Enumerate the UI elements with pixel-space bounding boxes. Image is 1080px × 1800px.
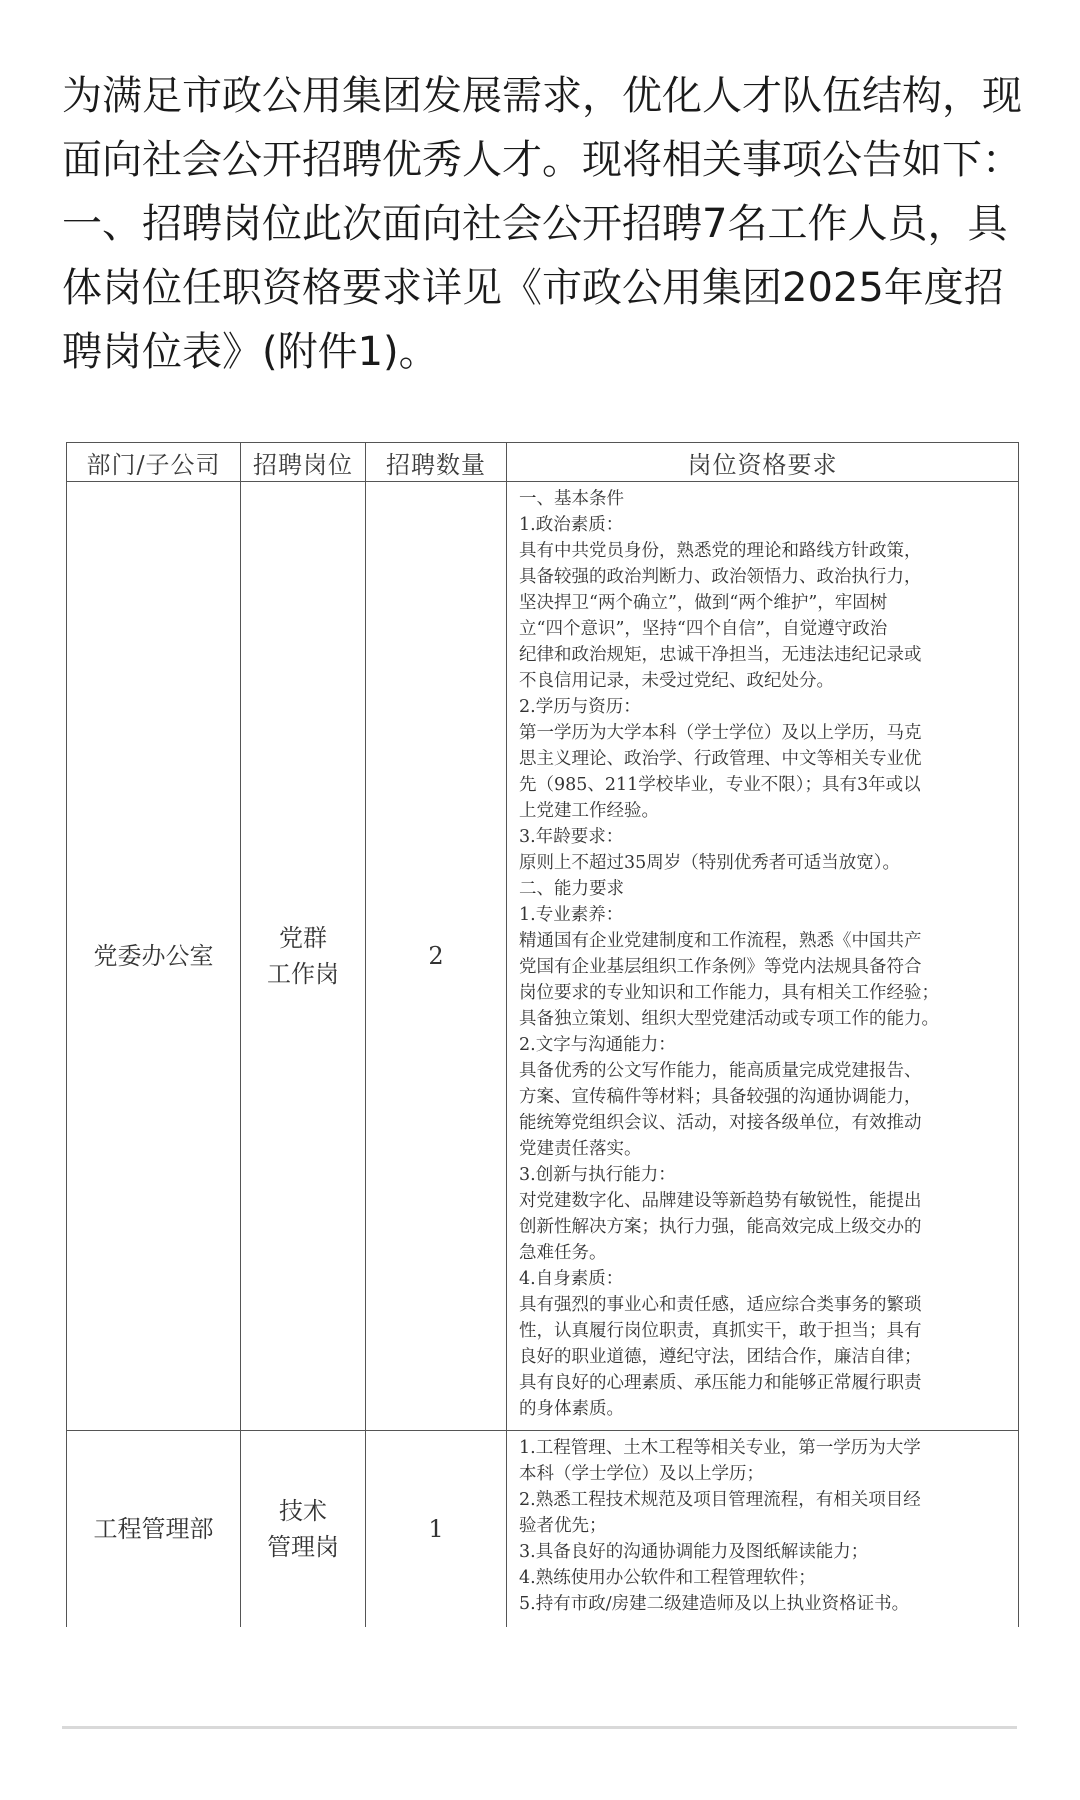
department-cell: 党委办公室 <box>67 482 241 1431</box>
position-cell <box>241 1431 366 1627</box>
requirement-line: 具备较强的政治判断力、政治领悟力、政治执行力， <box>519 567 922 587</box>
requirements-cell <box>507 482 1019 1431</box>
table-header-row <box>67 443 1019 482</box>
requirement-line: 创新性解决方案；执行力强，能高效完成上级交办的 <box>519 1217 922 1237</box>
requirement-line: 4.熟练使用办公软件和工程管理软件； <box>519 1568 816 1588</box>
requirement-line: 2.学历与资历： <box>519 697 641 717</box>
department-cell: 工程管理部 <box>67 1431 241 1627</box>
table-row <box>67 1431 1019 1627</box>
requirement-line: 急难任务。 <box>519 1243 607 1263</box>
requirement-line: 3.具备良好的沟通协调能力及图纸解读能力； <box>519 1542 869 1562</box>
header-department: 部门/子公司 <box>67 443 241 482</box>
requirement-line: 方案、宣传稿件等材料；具备较强的沟通协调能力， <box>519 1087 922 1107</box>
requirement-line: 一、基本条件 <box>519 489 624 509</box>
position-line: 工作岗 <box>267 960 339 988</box>
requirement-line: 2.文字与沟通能力： <box>519 1035 676 1055</box>
requirement-line: 能统筹党组织会议、活动，对接各级单位，有效推动 <box>519 1113 922 1133</box>
requirement-line: 二、能力要求 <box>519 879 624 899</box>
requirement-line: 第一学历为大学本科（学士学位）及以上学历，马克 <box>519 723 922 743</box>
requirement-line: 党建责任落实。 <box>519 1139 642 1159</box>
requirement-line: 思主义理论、政治学、行政管理、中文等相关专业优 <box>519 749 922 769</box>
requirement-line: 3.创新与执行能力： <box>519 1165 676 1185</box>
position-cell <box>241 482 366 1431</box>
requirement-line: 性，认真履行岗位职责，真抓实干，敢于担当；具有 <box>519 1321 922 1341</box>
requirement-line: 纪律和政治规矩，忠诚干净担当，无违法违纪记录或 <box>519 645 922 665</box>
requirement-line: 良好的职业道德，遵纪守法，团结合作，廉洁自律； <box>519 1347 922 1367</box>
requirement-line: 具有强烈的事业心和责任感，适应综合类事务的繁琐 <box>519 1295 922 1315</box>
requirement-line: 原则上不超过35周岁（特别优秀者可适当放宽）。 <box>519 853 901 873</box>
requirement-line: 不良信用记录，未受过党纪、政纪处分。 <box>519 671 834 691</box>
requirement-line: 精通国有企业党建制度和工作流程，熟悉《中国共产 <box>519 931 922 951</box>
requirement-line: 岗位要求的专业知识和工作能力，具有相关工作经验； <box>519 983 939 1003</box>
requirement-line: 3.年龄要求： <box>519 827 624 847</box>
requirement-line: 5.持有市政/房建二级建造师及以上执业资格证书。 <box>519 1594 910 1614</box>
requirement-line: 具有良好的心理素质、承压能力和能够正常履行职责 <box>519 1373 922 1393</box>
count-cell: 2 <box>366 482 507 1431</box>
requirement-line: 对党建数字化、品牌建设等新趋势有敏锐性，能提出 <box>519 1191 922 1211</box>
position-line: 管理岗 <box>267 1532 339 1561</box>
requirement-line: 具备优秀的公文写作能力，能高质量完成党建报告、 <box>519 1061 922 1081</box>
requirement-line: 的身体素质。 <box>519 1399 624 1419</box>
count-cell: 1 <box>366 1431 507 1627</box>
requirement-line: 2.熟悉工程技术规范及项目管理流程，有相关项目经 <box>519 1490 921 1510</box>
position-line: 技术 <box>279 1496 327 1525</box>
requirement-line: 4.自身素质： <box>519 1269 624 1289</box>
requirement-line: 具备独立策划、组织大型党建活动或专项工作的能力。 <box>519 1009 939 1029</box>
position-line: 党群 <box>279 924 327 952</box>
requirement-line: 验者优先； <box>519 1516 607 1536</box>
divider <box>62 1726 1017 1729</box>
requirement-line: 1.工程管理、土木工程等相关专业，第一学历为大学 <box>519 1438 921 1458</box>
header-count: 招聘数量 <box>366 443 507 482</box>
intro-text: 为满足市政公用集团发展需求，优化人才队伍结构，现面向社会公开招聘优秀人才。现将相关事项公告如下：一、招聘岗位此次面向社会公开招聘7名工作人员，具体岗位任职资格要求详见《市政公用集团2025年度招聘岗位表》(附件1)。 <box>62 73 1022 375</box>
header-requirements: 岗位资格要求 <box>507 443 1019 482</box>
requirements-cell <box>507 1431 1019 1627</box>
requirement-line: 立“四个意识”，坚持“四个自信”，自觉遵守政治 <box>519 619 888 639</box>
requirement-line: 1.专业素养： <box>519 905 624 925</box>
requirement-line: 先（985、211学校毕业，专业不限）；具有3年或以 <box>519 775 921 795</box>
requirement-line: 本科（学士学位）及以上学历； <box>519 1464 764 1484</box>
table-row <box>67 482 1019 1431</box>
requirement-line: 1.政治素质： <box>519 515 624 535</box>
requirement-line: 坚决捍卫“两个确立”，做到“两个维护”，牢固树 <box>519 593 888 613</box>
header-position: 招聘岗位 <box>241 443 366 482</box>
intro-paragraph <box>62 64 1022 384</box>
recruitment-table <box>66 442 1019 1627</box>
requirement-line: 党国有企业基层组织工作条例》等党内法规具备符合 <box>519 957 922 977</box>
requirement-line: 具有中共党员身份，熟悉党的理论和路线方针政策， <box>519 541 922 561</box>
requirement-line: 上党建工作经验。 <box>519 801 659 821</box>
